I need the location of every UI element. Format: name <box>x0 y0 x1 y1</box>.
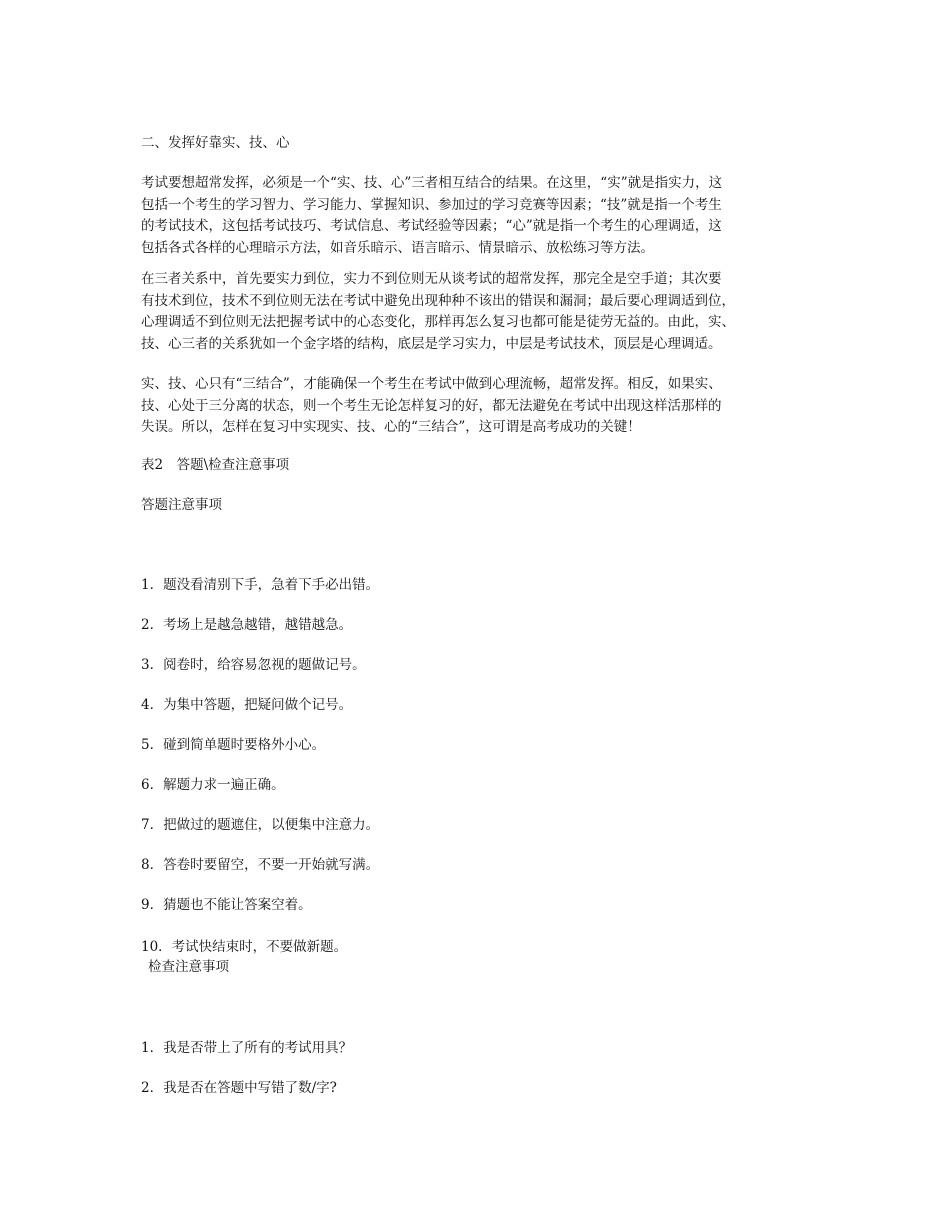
paragraph-line: 包括各式各样的心理暗示方法，如音乐暗示、语言暗示、情景暗示、放松练习等方法。 <box>141 239 654 256</box>
check-section-heading: 检查注意事项 <box>148 959 229 975</box>
paragraph-line: 技、心三者的关系犹如一个金字塔的结构，底层是学习实力，中层是考试技术，顶层是心理调适。 <box>141 335 722 352</box>
answer-item: 10．考试快结束时，不要做新题。 <box>141 939 348 955</box>
answer-section-heading: 答题注意事项 <box>141 497 222 513</box>
paragraph-line: 有技术到位，技术不到位则无法在考试中避免出现种种不该出的错误和漏洞；最后要心理调适到位， <box>141 292 735 309</box>
paragraph-line: 实、技、心只有“三结合”，才能确保一个考生在考试中做到心理流畅，超常发挥。相反，如果实、 <box>141 376 722 392</box>
paragraph-line: 在三者关系中，首先要实力到位，实力不到位则无从谈考试的超常发挥，那完全是空手道；其次要 <box>141 271 722 287</box>
check-item: 2．我是否在答题中写错了数/字? <box>141 1080 337 1096</box>
paragraph-3 <box>141 374 821 439</box>
paragraph-line: 考试要想超常发挥，必须是一个“实、技、心”三者相互结合的结果。在这里，“实”就是指实力，这 <box>141 175 723 191</box>
paragraph-1 <box>141 173 821 259</box>
answer-item: 9．猜题也不能让答案空着。 <box>141 897 312 913</box>
table-caption: 表2 答题\检查注意事项 <box>141 457 290 473</box>
paragraph-line: 包括一个考生的学习智力、学习能力、掌握知识、参加过的学习竞赛等因素；“技”就是指一个考生 <box>141 196 722 213</box>
answer-item: 8．答卷时要留空，不要一开始就写满。 <box>141 857 380 873</box>
answer-item: 6．解题力求一遍正确。 <box>141 777 285 793</box>
answer-item: 7．把做过的题遮住，以便集中注意力。 <box>141 817 380 833</box>
section-heading: 二、发挥好靠实、技、心 <box>141 135 290 151</box>
answer-item: 4．为集中答题，把疑问做个记号。 <box>141 697 353 713</box>
answer-item: 5．碰到简单题时要格外小心。 <box>141 737 326 753</box>
answer-item: 2．考场上是越急越错，越错越急。 <box>141 617 353 633</box>
check-item: 1．我是否带上了所有的考试用具？ <box>141 1040 353 1056</box>
paragraph-line: 技、心处于三分离的状态，则一个考生无论怎样复习的好，都无法避免在考试中出现这样活那样的 <box>141 397 722 414</box>
paragraph-line: 的考试技术，这包括考试技巧、考试信息、考试经验等因素；“心”就是指一个考生的心理调适，这 <box>141 218 722 234</box>
answer-item: 3．阅卷时，给容易忽视的题做记号。 <box>141 657 366 673</box>
paragraph-line: 失误。所以，怎样在复习中实现实、技、心的“三结合”，这可谓是高考成功的关键！ <box>141 419 641 435</box>
answer-item: 1．题没看清别下手，急着下手必出错。 <box>141 577 380 593</box>
paragraph-line: 心理调适不到位则无法把握考试中的心态变化，那样再怎么复习也都可能是徒劳无益的。由此，实、 <box>141 314 735 330</box>
paragraph-2 <box>141 269 821 355</box>
